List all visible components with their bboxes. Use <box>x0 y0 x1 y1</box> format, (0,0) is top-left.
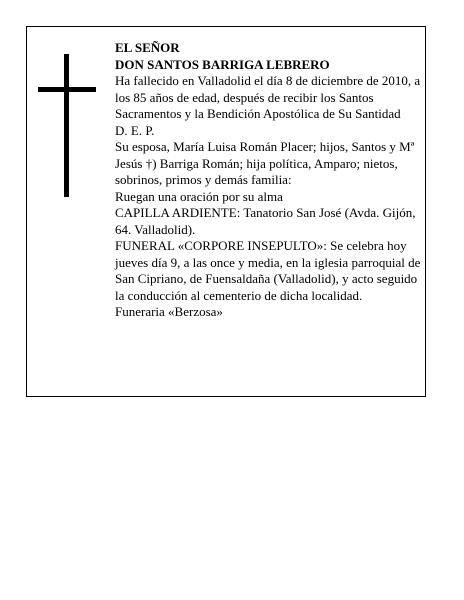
deceased-name: DON SANTOS BARRIGA LEBRERO <box>115 56 330 72</box>
cross-horizontal-bar <box>38 87 96 92</box>
funeral-info: FUNERAL «CORPORE INSEPULTO»: Se celebra hoy jueves día 9, a las once y media, en la iglesia parroquial de San Cipriano, de Fuensaldaña (Valladolid), y acto seguido la conducción al cementerio de dicha localidad. <box>115 238 421 303</box>
notice-body <box>115 40 421 321</box>
funeral-home: Funeraria «Berzosa» <box>115 304 223 319</box>
latin-cross-icon <box>38 54 96 197</box>
cross-vertical-bar <box>64 54 69 197</box>
death-announcement: Ha fallecido en Valladolid el día 8 de diciembre de 2010, a los 85 años de edad, después de recibir los Santos Sacramentos y la Bendición Apostólica de Su Santidad <box>115 73 421 121</box>
chapel-info: CAPILLA ARDIENTE: Tanatorio San José (Avda. Gijón, 64. Valladolid). <box>115 205 416 237</box>
prayer-request: Ruegan una oración por su alma <box>115 188 283 204</box>
rip-abbreviation: D. E. P. <box>115 122 155 138</box>
obituary-notice <box>26 26 426 397</box>
notice-heading: EL SEÑOR <box>115 40 180 55</box>
family-members: Su esposa, María Luisa Román Placer; hijos, Santos y Mª Jesús †) Barriga Román; hija política, Amparo; nietos, sobrinos, primos y demás familia: <box>115 139 415 187</box>
